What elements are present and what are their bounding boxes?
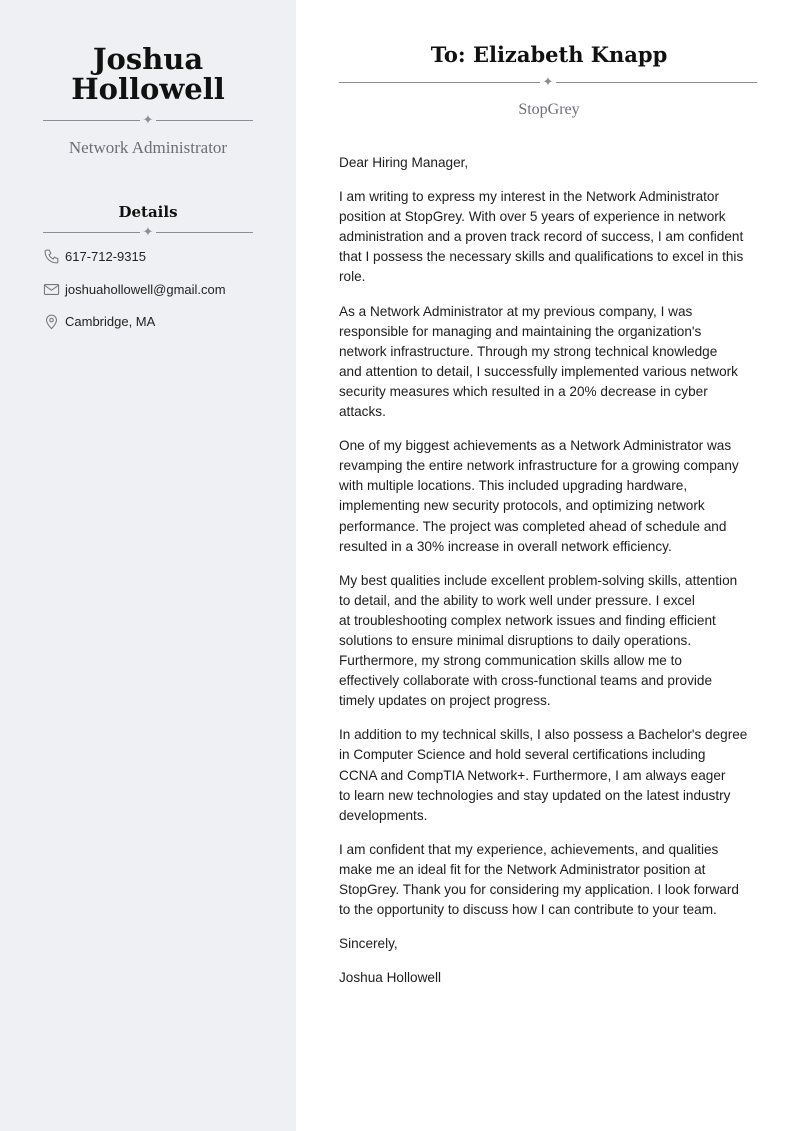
letter-paragraph (339, 840, 769, 920)
letter-paragraph (339, 968, 769, 988)
phone-icon (43, 248, 60, 265)
phone-number: 617-712-9315 (65, 249, 146, 264)
job-title: Network Administrator (68, 138, 228, 157)
recipient-divider (339, 76, 757, 88)
text-line: and attention to detail, I successfully implemented various network (339, 363, 738, 379)
text-line: attacks. (339, 404, 386, 420)
text-line: developments. (339, 807, 428, 823)
letter-paragraph (339, 934, 769, 954)
text-line: Joshua Hollowell (339, 970, 442, 986)
candidate-name (0, 44, 296, 104)
company-name: StopGrey (518, 101, 580, 118)
text-line: solutions to ensure minimal disruptions to daily operations. (339, 632, 692, 648)
first-name: Joshua (92, 42, 204, 76)
name-divider (43, 114, 253, 126)
text-line: to learn new technologies and stay updated on the latest industry (339, 787, 731, 803)
text-line: position at StopGrey. With over 5 years of experience in network (339, 209, 726, 225)
text-line: StopGrey. Thank you for considering my application. I look forward (339, 882, 739, 897)
text-line: My best qualities include excellent problem-solving skills, attention (339, 572, 738, 588)
text-line: in Computer Science and hold several certifications including (339, 747, 706, 763)
letter-paragraph (339, 571, 769, 712)
letter-paragraph (339, 436, 769, 557)
text-line: administration and a proven track record of success, I am confident (339, 229, 744, 245)
contact-phone (43, 248, 146, 265)
letter-body (339, 153, 769, 1002)
text-line: Dear Hiring Manager, (339, 155, 469, 170)
text-line: I am writing to express my interest in the Network Administrator (339, 189, 720, 205)
text-line: with multiple locations. This included upgrading hardware, (339, 478, 688, 494)
text-line: revamping the entire network infrastructure for a growing company (339, 458, 739, 474)
letter-paragraph (339, 302, 769, 423)
letter-paragraph (339, 725, 769, 825)
text-line: that I possess the necessary skills and qualifications to excel in this (339, 249, 744, 265)
sidebar (0, 0, 296, 1131)
text-line: resulted in a 30% increase in overall network efficiency. (339, 538, 672, 554)
text-line: role. (339, 269, 366, 285)
star-icon: ✦ (142, 224, 154, 239)
location: Cambridge, MA (65, 314, 156, 329)
location-icon (43, 313, 60, 330)
letter-paragraph (339, 153, 769, 173)
text-line: One of my biggest achievements as a Network Administrator was (339, 438, 732, 454)
contact-location (43, 313, 155, 330)
text-line: I am confident that my experience, achievements, and qualities (339, 841, 719, 857)
text-line: Furthermore, my strong communication skills allow me to (339, 653, 682, 669)
last-name: Hollowell (71, 72, 225, 106)
text-line: to the opportunity to discuss how I can contribute to your team. (339, 902, 717, 918)
text-line: at troubleshooting complex network issues and finding efficient (339, 612, 716, 628)
text-line: effectively collaborate with cross-functional teams and provide (339, 673, 713, 689)
star-icon: ✦ (542, 74, 554, 89)
text-line: make me an ideal fit for the Network Administrator position at (339, 861, 706, 877)
text-line: to detail, and the ability to work well under pressure. I excel (339, 592, 695, 608)
recipient-heading: To: Elizabeth Knapp (430, 42, 668, 67)
details-divider (43, 226, 253, 238)
text-line: performance. The project was completed ahead of schedule and (339, 518, 727, 534)
letter-paragraph (339, 187, 769, 287)
text-line: CCNA and CompTIA Network+. Furthermore, I am always eager (339, 767, 726, 783)
text-line: In addition to my technical skills, I also possess a Bachelor's degree (339, 727, 748, 743)
details-heading: Details (118, 203, 178, 221)
text-line: timely updates on project progress. (339, 693, 551, 709)
text-line: implementing new security protocols, and optimizing network (339, 498, 705, 514)
text-line: responsible for managing and maintaining the organization's (339, 323, 702, 339)
text-line: As a Network Administrator at my previous company, I was (339, 303, 693, 319)
text-line: security measures which resulted in a 20% decrease in cyber (339, 383, 708, 399)
star-icon: ✦ (142, 112, 154, 127)
text-line: network infrastructure. Through my strong technical knowledge (339, 343, 718, 359)
text-line: Sincerely, (339, 936, 398, 952)
contact-email (43, 281, 226, 298)
email-address: joshuahollowell@gmail.com (65, 282, 226, 297)
mail-icon (43, 281, 60, 298)
